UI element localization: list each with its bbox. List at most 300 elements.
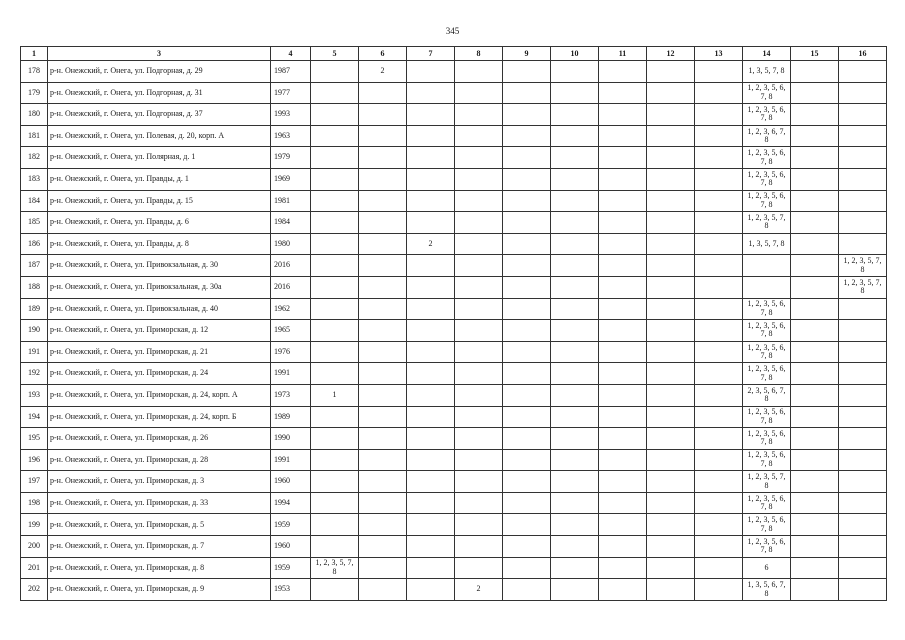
cell-col9 (503, 233, 551, 255)
cell-col12 (647, 579, 695, 601)
year-cell: 1991 (271, 363, 311, 385)
cell-col14: 1, 2, 3, 5, 6, 7, 8 (743, 168, 791, 190)
cell-col11 (599, 514, 647, 536)
cell-col6: 2 (359, 61, 407, 83)
cell-col14: 1, 2, 3, 5, 6, 7, 8 (743, 298, 791, 320)
column-header: 8 (455, 47, 503, 61)
cell-col8 (455, 320, 503, 342)
cell-col9 (503, 406, 551, 428)
cell-col11 (599, 233, 647, 255)
cell-col16 (839, 449, 887, 471)
cell-col15 (791, 320, 839, 342)
column-header: 15 (791, 47, 839, 61)
cell-col13 (695, 557, 743, 579)
cell-col15 (791, 104, 839, 126)
cell-col9 (503, 449, 551, 471)
cell-col10 (551, 557, 599, 579)
cell-col7 (407, 298, 455, 320)
cell-col10 (551, 471, 599, 493)
cell-col9 (503, 363, 551, 385)
cell-col13 (695, 492, 743, 514)
cell-col16 (839, 363, 887, 385)
cell-col5 (311, 82, 359, 104)
cell-col16 (839, 536, 887, 558)
cell-col8 (455, 492, 503, 514)
cell-col13 (695, 579, 743, 601)
table-row (21, 298, 887, 320)
row-number-cell: 188 (21, 276, 48, 298)
address-cell: р-н. Онежский, г. Онега, ул. Приморская, д. 24, корп. А (48, 384, 271, 406)
cell-col7 (407, 320, 455, 342)
address-cell: р-н. Онежский, г. Онега, ул. Приморская, д. 26 (48, 428, 271, 450)
cell-col12 (647, 212, 695, 234)
year-cell: 1991 (271, 449, 311, 471)
year-cell: 1969 (271, 168, 311, 190)
cell-col16 (839, 471, 887, 493)
cell-col11 (599, 125, 647, 147)
cell-col9 (503, 276, 551, 298)
table-row (21, 212, 887, 234)
cell-col11 (599, 363, 647, 385)
cell-col14: 2, 3, 5, 6, 7, 8 (743, 384, 791, 406)
cell-col5 (311, 536, 359, 558)
cell-col5 (311, 147, 359, 169)
cell-col11 (599, 406, 647, 428)
table-row (21, 61, 887, 83)
cell-col9 (503, 61, 551, 83)
cell-col5 (311, 276, 359, 298)
cell-col5 (311, 320, 359, 342)
cell-col15 (791, 168, 839, 190)
cell-col6 (359, 82, 407, 104)
cell-col7 (407, 471, 455, 493)
cell-col12 (647, 363, 695, 385)
cell-col12 (647, 82, 695, 104)
cell-col8 (455, 212, 503, 234)
cell-col15 (791, 190, 839, 212)
cell-col7 (407, 384, 455, 406)
cell-col9 (503, 190, 551, 212)
cell-col9 (503, 212, 551, 234)
cell-col16 (839, 579, 887, 601)
cell-col9 (503, 298, 551, 320)
row-number-cell: 190 (21, 320, 48, 342)
cell-col12 (647, 61, 695, 83)
row-number-cell: 179 (21, 82, 48, 104)
cell-col14: 1, 2, 3, 5, 6, 7, 8 (743, 428, 791, 450)
cell-col6 (359, 428, 407, 450)
cell-col15 (791, 492, 839, 514)
address-cell: р-н. Онежский, г. Онега, ул. Приморская, д. 8 (48, 557, 271, 579)
table-row (21, 341, 887, 363)
column-header: 10 (551, 47, 599, 61)
cell-col10 (551, 341, 599, 363)
address-cell: р-н. Онежский, г. Онега, ул. Правды, д. 8 (48, 233, 271, 255)
cell-col5 (311, 514, 359, 536)
address-cell: р-н. Онежский, г. Онега, ул. Правды, д. 1 (48, 168, 271, 190)
address-cell: р-н. Онежский, г. Онега, ул. Приморская, д. 28 (48, 449, 271, 471)
cell-col9 (503, 320, 551, 342)
cell-col7 (407, 557, 455, 579)
cell-col7 (407, 104, 455, 126)
address-cell: р-н. Онежский, г. Онега, ул. Приморская, д. 24 (48, 363, 271, 385)
cell-col5 (311, 61, 359, 83)
cell-col15 (791, 276, 839, 298)
column-header: 13 (695, 47, 743, 61)
cell-col9 (503, 579, 551, 601)
cell-col8 (455, 449, 503, 471)
cell-col5 (311, 341, 359, 363)
cell-col15 (791, 406, 839, 428)
column-header: 5 (311, 47, 359, 61)
cell-col7 (407, 363, 455, 385)
year-cell: 1959 (271, 514, 311, 536)
row-number-cell: 185 (21, 212, 48, 234)
cell-col11 (599, 536, 647, 558)
cell-col14: 1, 2, 3, 5, 7, 8 (743, 212, 791, 234)
table-row (21, 579, 887, 601)
cell-col10 (551, 61, 599, 83)
cell-col7 (407, 190, 455, 212)
cell-col9 (503, 125, 551, 147)
cell-col9 (503, 341, 551, 363)
cell-col12 (647, 190, 695, 212)
cell-col6 (359, 104, 407, 126)
cell-col11 (599, 428, 647, 450)
table-row (21, 514, 887, 536)
cell-col14: 1, 2, 3, 5, 6, 7, 8 (743, 104, 791, 126)
cell-col7 (407, 514, 455, 536)
cell-col14 (743, 255, 791, 277)
cell-col6 (359, 384, 407, 406)
cell-col8 (455, 168, 503, 190)
cell-col8 (455, 147, 503, 169)
year-cell: 1987 (271, 61, 311, 83)
table-row (21, 168, 887, 190)
cell-col16 (839, 104, 887, 126)
row-number-cell: 178 (21, 61, 48, 83)
row-number-cell: 186 (21, 233, 48, 255)
cell-col5: 1, 2, 3, 5, 7, 8 (311, 557, 359, 579)
cell-col6 (359, 471, 407, 493)
year-cell: 1959 (271, 557, 311, 579)
cell-col16 (839, 428, 887, 450)
cell-col5: 1 (311, 384, 359, 406)
cell-col9 (503, 104, 551, 126)
cell-col9 (503, 471, 551, 493)
cell-col13 (695, 61, 743, 83)
address-cell: р-н. Онежский, г. Онега, ул. Приморская, д. 33 (48, 492, 271, 514)
cell-col16: 1, 2, 3, 5, 7, 8 (839, 255, 887, 277)
column-header: 12 (647, 47, 695, 61)
address-cell: р-н. Онежский, г. Онега, ул. Подгорная, д. 29 (48, 61, 271, 83)
year-cell: 1960 (271, 536, 311, 558)
cell-col11 (599, 341, 647, 363)
cell-col11 (599, 147, 647, 169)
cell-col15 (791, 82, 839, 104)
cell-col13 (695, 168, 743, 190)
column-header-row (21, 47, 887, 61)
cell-col14: 1, 2, 3, 6, 7, 8 (743, 125, 791, 147)
table-row (21, 492, 887, 514)
table-row (21, 255, 887, 277)
cell-col6 (359, 276, 407, 298)
cell-col15 (791, 471, 839, 493)
cell-col10 (551, 276, 599, 298)
cell-col11 (599, 104, 647, 126)
cell-col12 (647, 125, 695, 147)
cell-col15 (791, 298, 839, 320)
cell-col16 (839, 514, 887, 536)
cell-col10 (551, 579, 599, 601)
cell-col8 (455, 233, 503, 255)
table-row (21, 276, 887, 298)
cell-col11 (599, 320, 647, 342)
year-cell: 1962 (271, 298, 311, 320)
cell-col13 (695, 536, 743, 558)
cell-col11 (599, 384, 647, 406)
cell-col6 (359, 579, 407, 601)
cell-col12 (647, 471, 695, 493)
cell-col6 (359, 168, 407, 190)
cell-col7 (407, 341, 455, 363)
cell-col13 (695, 298, 743, 320)
cell-col13 (695, 449, 743, 471)
row-number-cell: 193 (21, 384, 48, 406)
table-row (21, 557, 887, 579)
cell-col10 (551, 147, 599, 169)
cell-col14: 1, 2, 3, 5, 6, 7, 8 (743, 147, 791, 169)
cell-col5 (311, 428, 359, 450)
cell-col6 (359, 125, 407, 147)
cell-col16 (839, 492, 887, 514)
cell-col7 (407, 61, 455, 83)
cell-col12 (647, 104, 695, 126)
cell-col6 (359, 255, 407, 277)
row-number-cell: 196 (21, 449, 48, 471)
cell-col15 (791, 428, 839, 450)
cell-col12 (647, 428, 695, 450)
cell-col6 (359, 492, 407, 514)
cell-col11 (599, 168, 647, 190)
row-number-cell: 189 (21, 298, 48, 320)
cell-col16 (839, 557, 887, 579)
cell-col11 (599, 276, 647, 298)
cell-col7 (407, 406, 455, 428)
cell-col16 (839, 190, 887, 212)
cell-col9 (503, 557, 551, 579)
cell-col15 (791, 147, 839, 169)
cell-col9 (503, 82, 551, 104)
cell-col12 (647, 147, 695, 169)
cell-col14: 1, 2, 3, 5, 6, 7, 8 (743, 320, 791, 342)
column-header: 11 (599, 47, 647, 61)
address-cell: р-н. Онежский, г. Онега, ул. Приморская, д. 24, корп. Б (48, 406, 271, 428)
cell-col7 (407, 125, 455, 147)
cell-col15 (791, 579, 839, 601)
cell-col13 (695, 190, 743, 212)
cell-col12 (647, 536, 695, 558)
cell-col10 (551, 406, 599, 428)
cell-col12 (647, 384, 695, 406)
cell-col16: 1, 2, 3, 5, 7, 8 (839, 276, 887, 298)
cell-col6 (359, 212, 407, 234)
row-number-cell: 187 (21, 255, 48, 277)
cell-col5 (311, 212, 359, 234)
cell-col8 (455, 471, 503, 493)
row-number-cell: 195 (21, 428, 48, 450)
cell-col14: 1, 2, 3, 5, 6, 7, 8 (743, 514, 791, 536)
address-cell: р-н. Онежский, г. Онега, ул. Полевая, д. 20, корп. А (48, 125, 271, 147)
address-cell: р-н. Онежский, г. Онега, ул. Привокзальная, д. 40 (48, 298, 271, 320)
table-row (21, 104, 887, 126)
cell-col5 (311, 104, 359, 126)
cell-col11 (599, 492, 647, 514)
row-number-cell: 182 (21, 147, 48, 169)
row-number-cell: 200 (21, 536, 48, 558)
cell-col16 (839, 233, 887, 255)
cell-col10 (551, 104, 599, 126)
cell-col5 (311, 298, 359, 320)
cell-col12 (647, 406, 695, 428)
cell-col12 (647, 449, 695, 471)
cell-col6 (359, 363, 407, 385)
cell-col15 (791, 125, 839, 147)
address-cell: р-н. Онежский, г. Онега, ул. Правды, д. 15 (48, 190, 271, 212)
cell-col10 (551, 233, 599, 255)
year-cell: 1977 (271, 82, 311, 104)
cell-col14: 1, 2, 3, 5, 6, 7, 8 (743, 449, 791, 471)
cell-col13 (695, 341, 743, 363)
table-row (21, 82, 887, 104)
cell-col5 (311, 168, 359, 190)
address-cell: р-н. Онежский, г. Онега, ул. Приморская, д. 5 (48, 514, 271, 536)
address-cell: р-н. Онежский, г. Онега, ул. Полярная, д. 1 (48, 147, 271, 169)
cell-col8 (455, 298, 503, 320)
cell-col11 (599, 449, 647, 471)
cell-col10 (551, 492, 599, 514)
cell-col11 (599, 557, 647, 579)
year-cell: 1981 (271, 190, 311, 212)
year-cell: 1979 (271, 147, 311, 169)
table-row (21, 449, 887, 471)
cell-col9 (503, 492, 551, 514)
table-row (21, 320, 887, 342)
cell-col12 (647, 276, 695, 298)
cell-col8 (455, 125, 503, 147)
cell-col15 (791, 233, 839, 255)
cell-col8 (455, 406, 503, 428)
cell-col16 (839, 212, 887, 234)
year-cell: 1963 (271, 125, 311, 147)
cell-col10 (551, 125, 599, 147)
cell-col8 (455, 428, 503, 450)
cell-col5 (311, 579, 359, 601)
cell-col10 (551, 298, 599, 320)
address-cell: р-н. Онежский, г. Онега, ул. Приморская, д. 21 (48, 341, 271, 363)
row-number-cell: 199 (21, 514, 48, 536)
address-cell: р-н. Онежский, г. Онега, ул. Приморская, д. 12 (48, 320, 271, 342)
cell-col9 (503, 384, 551, 406)
cell-col5 (311, 255, 359, 277)
cell-col9 (503, 514, 551, 536)
cell-col16 (839, 298, 887, 320)
cell-col10 (551, 449, 599, 471)
cell-col15 (791, 212, 839, 234)
cell-col15 (791, 514, 839, 536)
column-header: 3 (48, 47, 271, 61)
year-cell: 1976 (271, 341, 311, 363)
cell-col15 (791, 61, 839, 83)
cell-col16 (839, 384, 887, 406)
row-number-cell: 192 (21, 363, 48, 385)
column-header: 9 (503, 47, 551, 61)
cell-col11 (599, 61, 647, 83)
cell-col7 (407, 212, 455, 234)
cell-col7 (407, 536, 455, 558)
cell-col12 (647, 514, 695, 536)
year-cell: 1965 (271, 320, 311, 342)
cell-col8 (455, 341, 503, 363)
cell-col16 (839, 320, 887, 342)
cell-col13 (695, 514, 743, 536)
cell-col14: 1, 3, 5, 7, 8 (743, 61, 791, 83)
cell-col11 (599, 190, 647, 212)
address-cell: р-н. Онежский, г. Онега, ул. Приморская, д. 3 (48, 471, 271, 493)
table-row (21, 428, 887, 450)
table-row (21, 125, 887, 147)
cell-col12 (647, 492, 695, 514)
cell-col13 (695, 276, 743, 298)
row-number-cell: 191 (21, 341, 48, 363)
cell-col13 (695, 384, 743, 406)
cell-col16 (839, 147, 887, 169)
cell-col6 (359, 341, 407, 363)
cell-col13 (695, 363, 743, 385)
address-cell: р-н. Онежский, г. Онега, ул. Подгорная, д. 37 (48, 104, 271, 126)
cell-col14: 1, 2, 3, 5, 6, 7, 8 (743, 82, 791, 104)
cell-col7 (407, 449, 455, 471)
cell-col11 (599, 471, 647, 493)
cell-col16 (839, 82, 887, 104)
year-cell: 1953 (271, 579, 311, 601)
cell-col8 (455, 255, 503, 277)
table-row (21, 147, 887, 169)
cell-col10 (551, 536, 599, 558)
cell-col10 (551, 363, 599, 385)
cell-col7: 2 (407, 233, 455, 255)
cell-col14: 1, 3, 5, 7, 8 (743, 233, 791, 255)
cell-col13 (695, 255, 743, 277)
cell-col6 (359, 514, 407, 536)
address-cell: р-н. Онежский, г. Онега, ул. Приморская, д. 9 (48, 579, 271, 601)
cell-col13 (695, 406, 743, 428)
year-cell: 1993 (271, 104, 311, 126)
address-cell: р-н. Онежский, г. Онега, ул. Приморская, д. 7 (48, 536, 271, 558)
cell-col5 (311, 363, 359, 385)
cell-col14 (743, 276, 791, 298)
cell-col9 (503, 168, 551, 190)
cell-col8: 2 (455, 579, 503, 601)
column-header: 14 (743, 47, 791, 61)
cell-col8 (455, 536, 503, 558)
cell-col13 (695, 320, 743, 342)
cell-col7 (407, 82, 455, 104)
cell-col10 (551, 384, 599, 406)
cell-col13 (695, 125, 743, 147)
cell-col10 (551, 255, 599, 277)
cell-col5 (311, 471, 359, 493)
